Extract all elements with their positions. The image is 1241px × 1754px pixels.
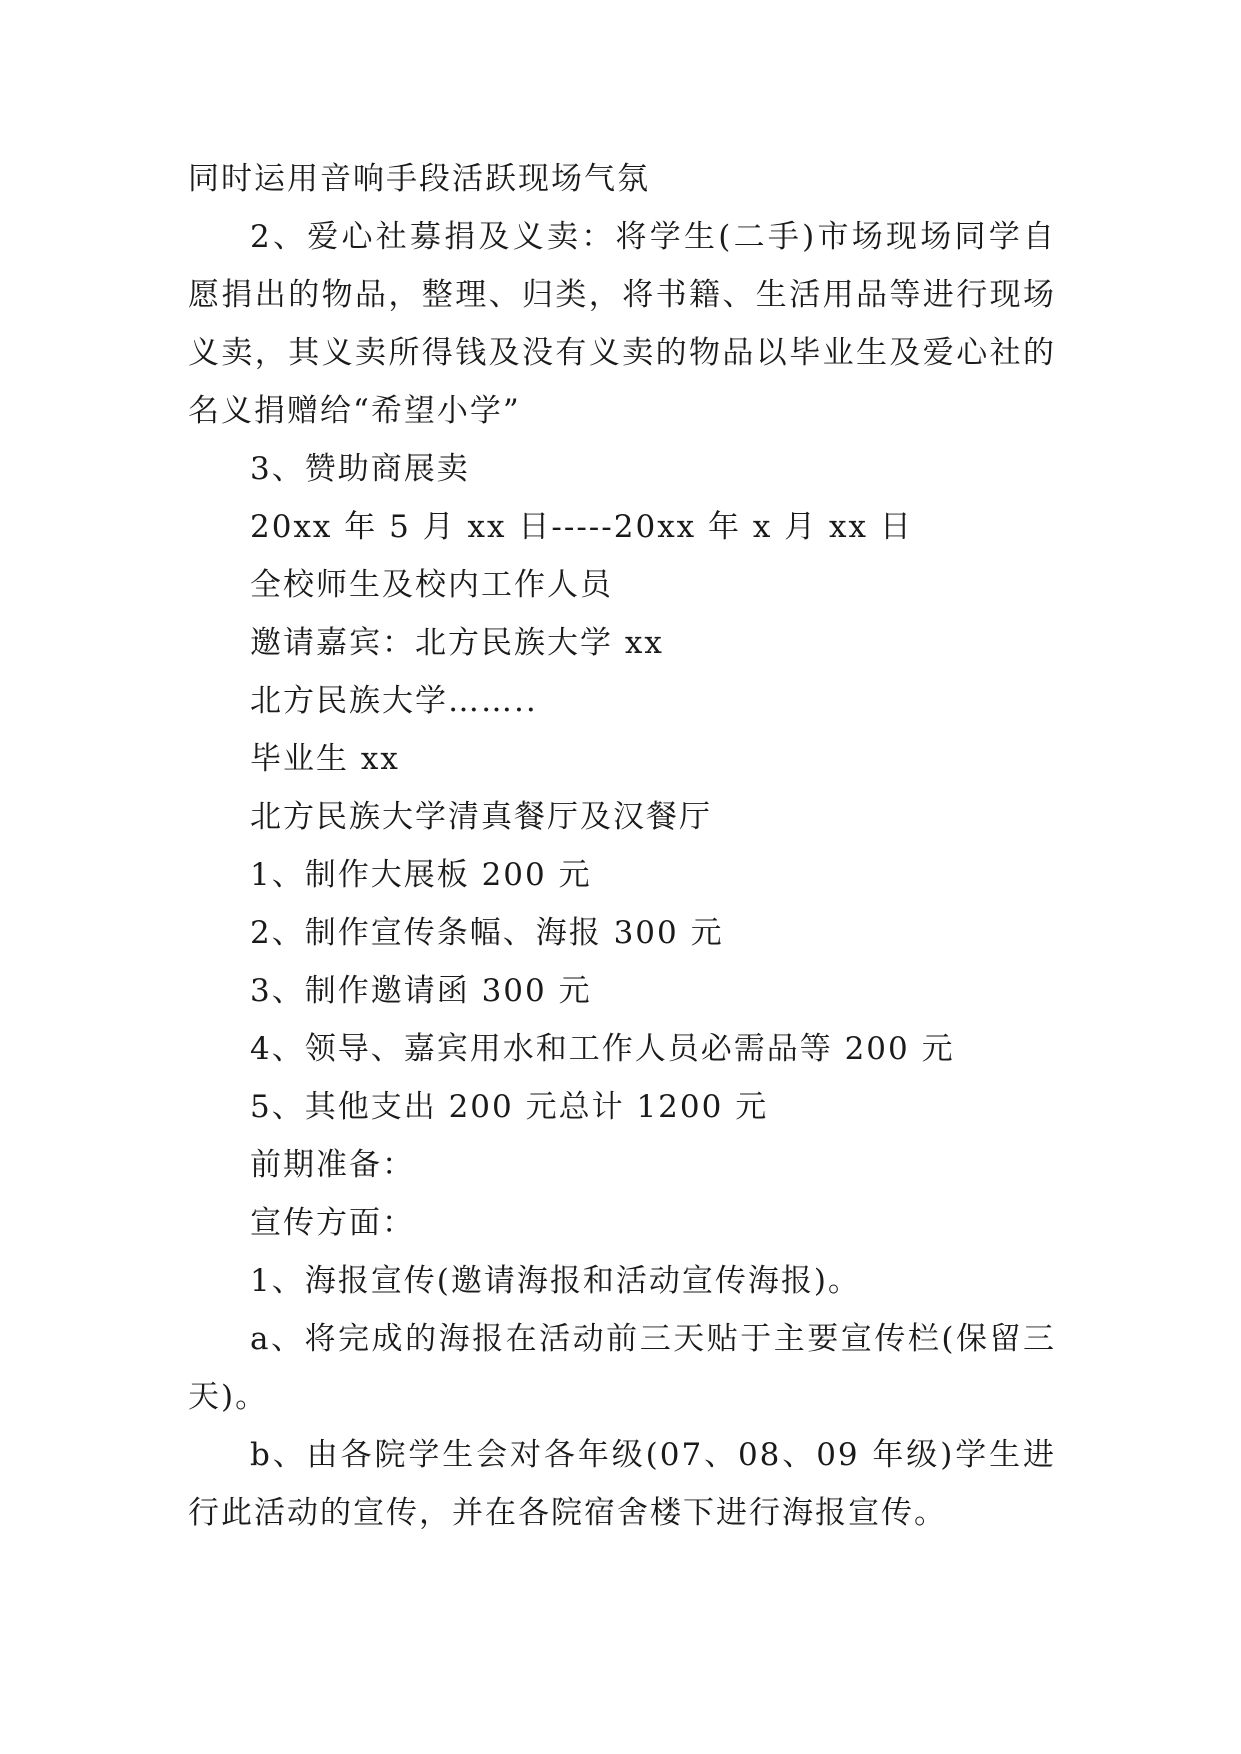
paragraph-participants: 全校师生及校内工作人员 bbox=[250, 567, 613, 603]
budget-item-3: 3、制作邀请函 300 元 bbox=[250, 973, 592, 1009]
budget-item-2: 2、制作宣传条幅、海报 300 元 bbox=[250, 915, 724, 951]
budget-item-1: 1、制作大展板 200 元 bbox=[250, 857, 592, 893]
paragraph-university: 北方民族大学…….. bbox=[250, 683, 538, 719]
publicity-item-a: a、将完成的海报在活动前三天贴于主要宣传栏(保留三天)。 bbox=[188, 1321, 1056, 1415]
paragraph-venue: 北方民族大学清真餐厅及汉餐厅 bbox=[250, 799, 712, 835]
paragraph-graduates: 毕业生 xx bbox=[250, 741, 400, 777]
budget-item-5-total: 5、其他支出 200 元总计 1200 元 bbox=[250, 1089, 769, 1125]
publicity-item-1: 1、海报宣传(邀请海报和活动宣传海报)。 bbox=[250, 1263, 861, 1299]
paragraph-invited-guests: 邀请嘉宾：北方民族大学 xx bbox=[250, 625, 664, 661]
document-body bbox=[188, 150, 1056, 1542]
paragraph-continuation: 同时运用音响手段活跃现场气氛 bbox=[188, 161, 650, 197]
budget-item-4: 4、领导、嘉宾用水和工作人员必需品等 200 元 bbox=[250, 1031, 955, 1067]
paragraph-sponsor-exhibit: 3、赞助商展卖 bbox=[250, 451, 470, 487]
paragraph-charity-sale: 2、爱心社募捐及义卖：将学生(二手)市场现场同学自愿捐出的物品，整理、归类，将书籍、生活用品等进行现场义卖，其义卖所得钱及没有义卖的物品以毕业生及爱心社的名义捐赠给“希望小学” bbox=[188, 219, 1056, 429]
heading-publicity: 宣传方面： bbox=[250, 1205, 415, 1241]
publicity-item-b: b、由各院学生会对各年级(07、08、09 年级)学生进行此活动的宣传，并在各院宿舍楼下进行海报宣传。 bbox=[188, 1437, 1056, 1531]
paragraph-date-range: 20xx 年 5 月 xx 日-----20xx 年 x 月 xx 日 bbox=[250, 509, 913, 545]
heading-preparation: 前期准备： bbox=[250, 1147, 415, 1183]
